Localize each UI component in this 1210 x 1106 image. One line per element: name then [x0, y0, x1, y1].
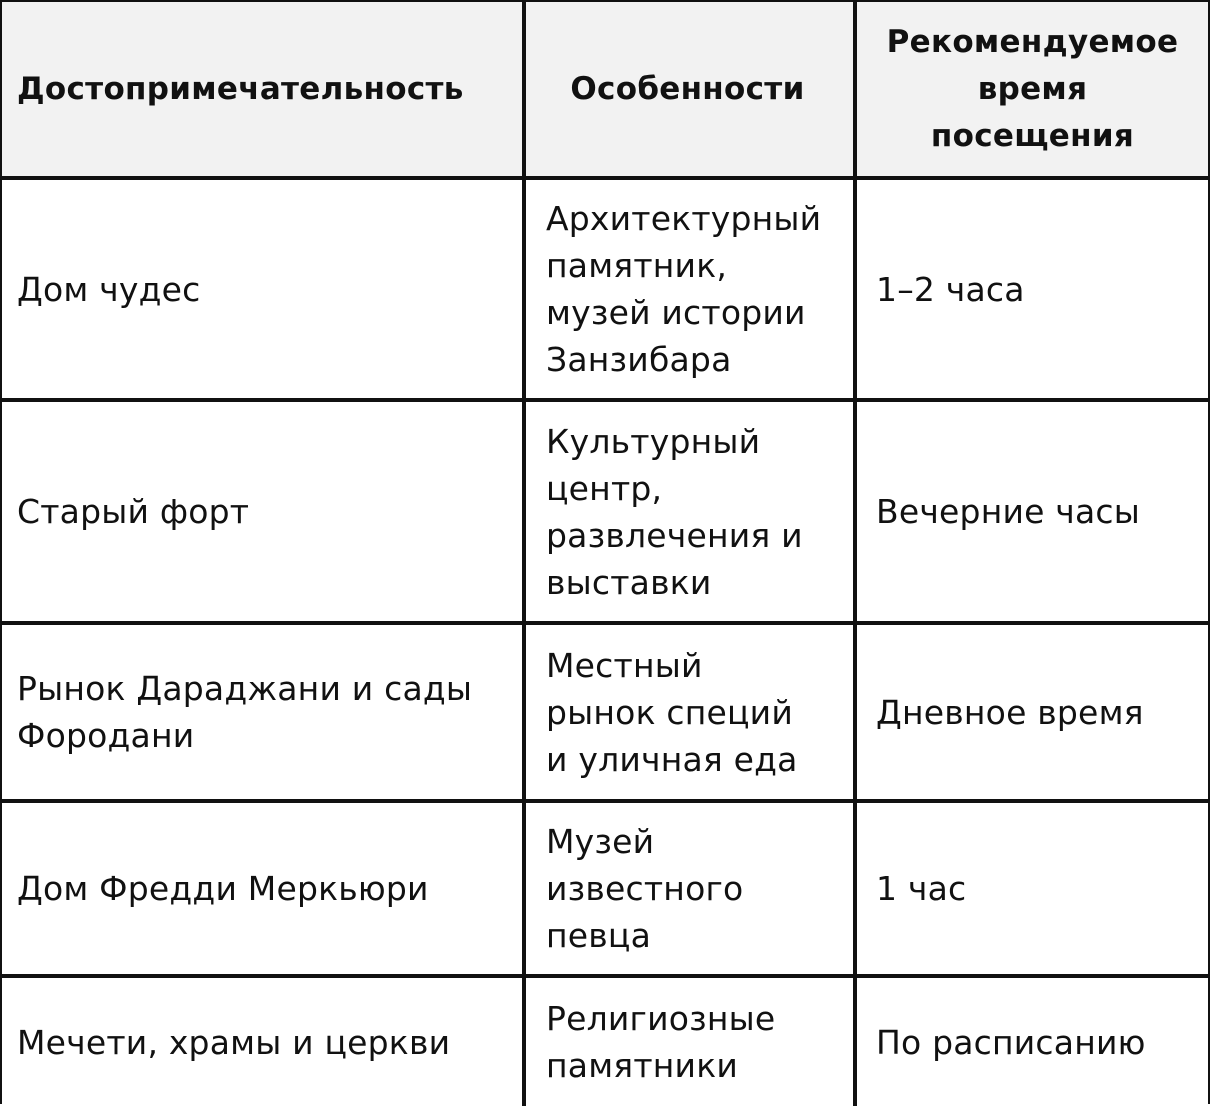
cell-features: Музей известного певца [522, 803, 853, 974]
cell-features: Религиозные памятники [522, 978, 853, 1106]
cell-time: 1–2 часа [853, 180, 1208, 398]
table-row [2, 803, 1208, 974]
cell-attraction: Рынок Дараджани и сады Фородани [17, 669, 473, 755]
cell-time: 1 час [853, 803, 1208, 974]
cell-features: Культурный центр, развлечения и выставки [522, 402, 853, 621]
cell-attraction: Старый форт [17, 492, 250, 531]
table-row [2, 180, 1208, 398]
cell-attraction: Дом Фредди Меркьюри [17, 869, 429, 908]
cell-features: Местный рынок специй и уличная еда [522, 625, 853, 799]
header-features: Особенности [522, 2, 853, 176]
cell-attraction: Мечети, храмы и церкви [17, 1022, 451, 1062]
table-row [2, 402, 1208, 621]
cell-time: Дневное время [853, 625, 1208, 799]
header-attraction: Достопримечательность [17, 70, 464, 107]
cell-features: Архитектурный памятник, музей истории Занзибара [522, 180, 853, 398]
table-header-row [2, 2, 1208, 176]
header-recommended-time: Рекомендуемое время посещения [853, 2, 1208, 176]
cell-time: По расписанию [853, 978, 1208, 1106]
table-row [2, 978, 1208, 1106]
cell-time: Вечерние часы [853, 402, 1208, 621]
cell-attraction: Дом чудес [17, 269, 201, 309]
table-row [2, 625, 1208, 799]
